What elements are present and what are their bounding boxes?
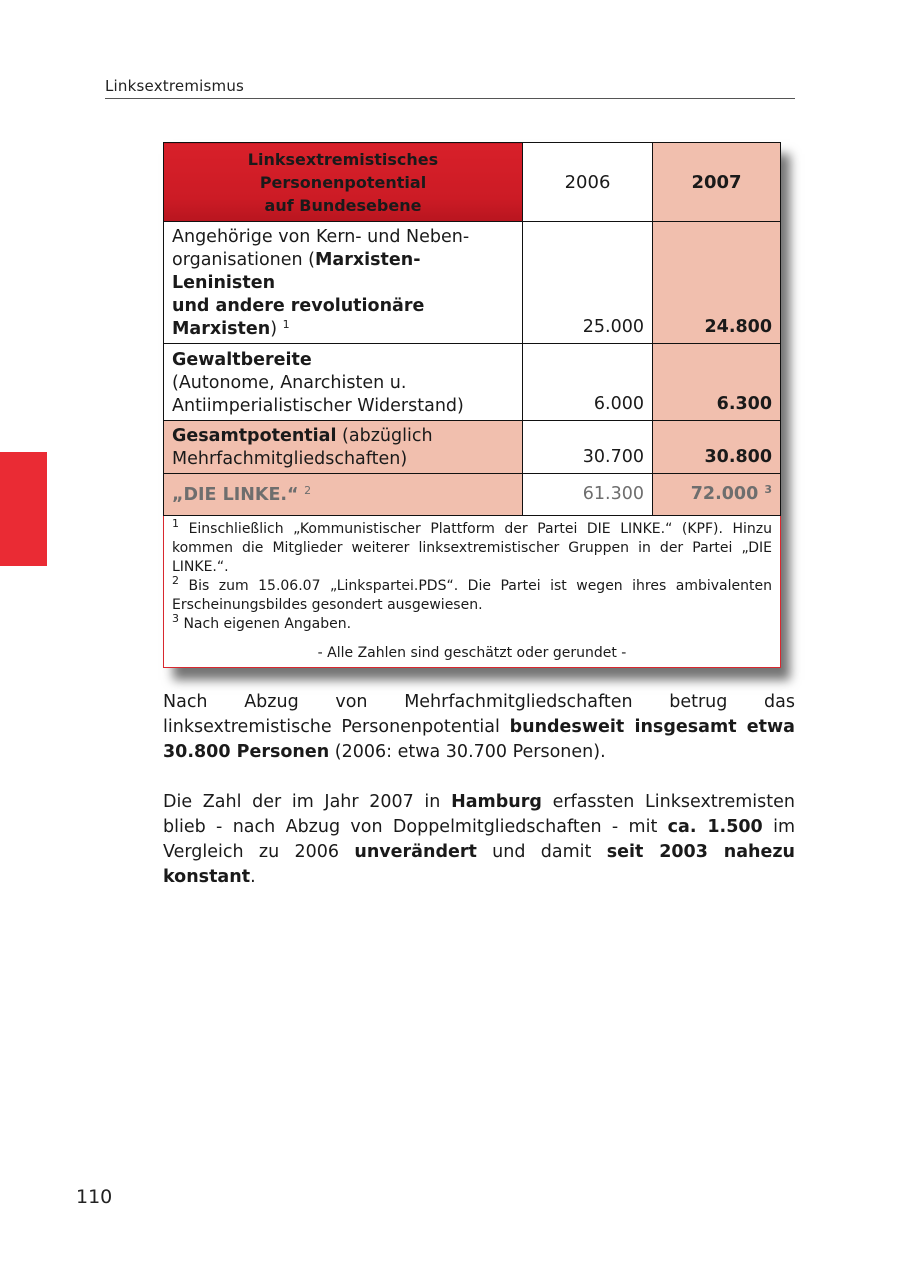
table-row-die-linke	[164, 474, 781, 516]
label-line	[172, 295, 514, 341]
footnote-number: 1	[172, 517, 179, 530]
header-label-line: Linksextremistisches	[247, 149, 439, 169]
text-run: erfassten Linksextremisten blieb - nach Abzug von Doppelmitgliedschaften - mit	[163, 792, 795, 837]
table-footnotes	[164, 516, 781, 668]
footnote-marker: 1	[282, 318, 290, 331]
text-run: .	[250, 867, 256, 887]
text-run-bold: seit 2003 nahezu konstant	[163, 842, 795, 887]
row-label-die-linke	[164, 474, 523, 516]
closing-note: - Alle Zahlen sind geschätzt oder gerundet -	[317, 645, 627, 661]
page-number: 110	[76, 1186, 113, 1208]
paragraph-hamburg	[163, 790, 795, 890]
footnote-text: Bis zum 15.06.07 „Linkspartei.PDS“. Die Partei ist wegen ihres ambivalenten Erscheinungsbildes gesondert ausgewiesen.	[172, 578, 772, 613]
text-run: (2006: etwa 30.700 Personen).	[329, 742, 606, 762]
value-2006: 61.300	[523, 474, 653, 516]
value-2006: 25.000	[523, 222, 653, 344]
table-header-label	[164, 143, 523, 222]
text-run-bold: unverändert	[354, 842, 477, 862]
value-text: 72.000	[690, 484, 759, 504]
text-run: und damit	[476, 842, 607, 862]
label-text: (abzüglich	[336, 426, 433, 446]
header-label-line: Personenpotential	[259, 172, 427, 192]
footnote-number: 3	[172, 612, 179, 625]
year-2006-header: 2006	[523, 143, 653, 222]
label-text-bold: Marxisten-Leninisten	[172, 250, 421, 293]
table-row	[164, 222, 781, 344]
value-2006: 6.000	[523, 344, 653, 421]
chapter-tab-marker	[0, 452, 47, 566]
header-label-line: auf Bundesebene	[264, 195, 422, 215]
label-text: )	[270, 319, 278, 339]
footnote-text: Einschließlich „Kommunistischer Plattform der Partei DIE LINKE.“ (KPF). Hinzu kommen die Mitglieder weiterer linksextremistischer Gruppen in der Partei „DIE LINKE.“.	[172, 521, 772, 575]
label-text-bold: Gesamtpotential	[172, 426, 337, 446]
footnote	[172, 517, 772, 577]
text-run-bold: Hamburg	[451, 792, 542, 812]
label-line: Mehrfachmitgliedschaften)	[172, 449, 408, 469]
statistics-table-box	[163, 142, 780, 668]
text-run: Die Zahl der im Jahr 2007 in	[163, 792, 452, 812]
value-2007: 24.800	[653, 222, 781, 344]
footnote	[172, 612, 772, 634]
footnote-marker: 2	[304, 484, 312, 497]
row-label-total	[164, 421, 523, 474]
header-rule	[105, 98, 795, 99]
label-text: organisationen (	[172, 250, 315, 270]
footnote-number: 2	[172, 574, 179, 587]
footnote-text: Nach eigenen Angaben.	[183, 616, 352, 632]
label-line: Gewaltbereite	[172, 350, 312, 370]
table-header-row	[164, 143, 781, 222]
text-run: Nach Abzug von Mehrfachmitgliedschaften betrug das linksextremistische Personenpotential	[163, 692, 795, 737]
row-label-violent	[164, 344, 523, 421]
label-line	[172, 425, 514, 448]
statistics-table	[163, 142, 781, 668]
paragraph-federal-total	[163, 690, 795, 765]
value-2007: 30.800	[653, 421, 781, 474]
value-2006: 30.700	[523, 421, 653, 474]
table-footnotes-row	[164, 516, 781, 668]
label-line: Antiimperialistischer Widerstand)	[172, 396, 464, 416]
table-row-total	[164, 421, 781, 474]
table-row	[164, 344, 781, 421]
text-run-bold: ca. 1.500	[667, 817, 763, 837]
text-run-bold: bundesweit insgesamt etwa 30.800 Personen	[163, 717, 795, 762]
text-run: im Vergleich zu 2006	[163, 817, 795, 862]
label-line: Angehörige von Kern- und Neben-	[172, 227, 470, 247]
year-2007-header: 2007	[653, 143, 781, 222]
running-title: Linksextremismus	[105, 77, 245, 95]
footnote-marker: 3	[764, 483, 772, 496]
value-2007: 6.300	[653, 344, 781, 421]
value-2007	[653, 474, 781, 516]
label-text-bold: und andere revolutionäre Marxisten	[172, 296, 425, 339]
label-line	[172, 249, 514, 295]
row-label-core-organisations	[164, 222, 523, 344]
footnote	[172, 574, 772, 615]
label-line: (Autonome, Anarchisten u.	[172, 373, 407, 393]
label-text-bold: „DIE LINKE.“	[172, 485, 299, 505]
